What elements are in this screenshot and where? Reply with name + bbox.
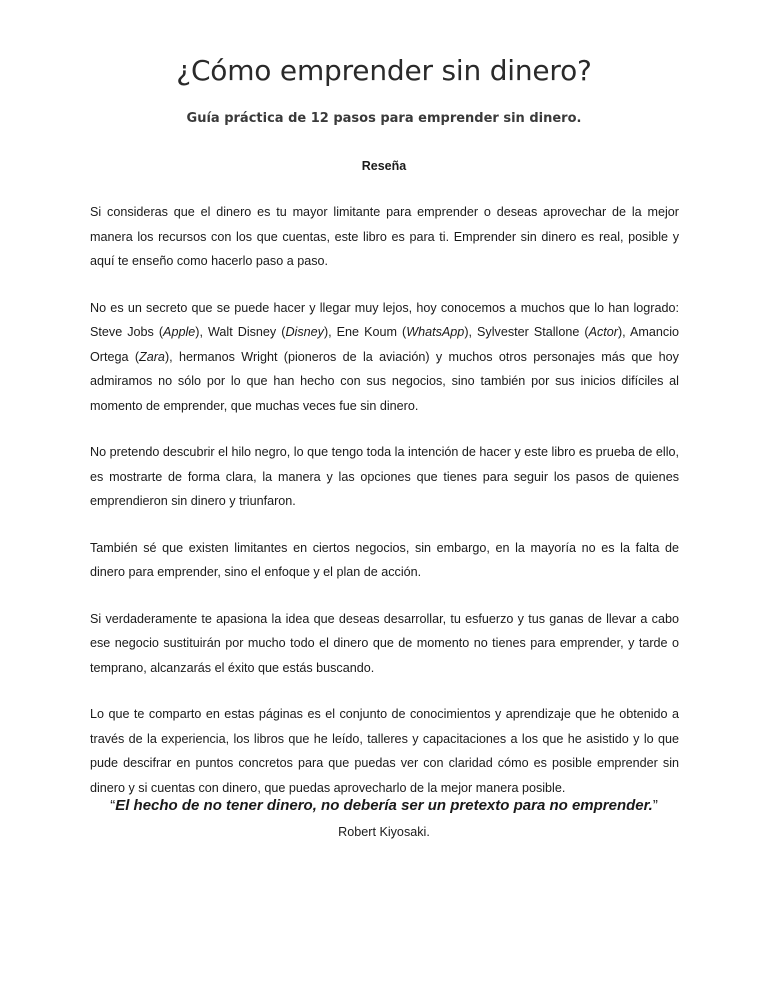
quote-close-mark: ”	[652, 797, 658, 814]
paragraph-5: Si verdaderamente te apasiona la idea que deseas desarrollar, tu esfuerzo y tus ganas de llevar a cabo ese negocio sustituirán por mucho todo el dinero que de momento no tienes para emprender, y tarde o temprano, alcanzarás el éxito que estás buscando.	[90, 611, 679, 675]
paragraph-1: Si consideras que el dinero es tu mayor limitante para emprender o deseas aprovechar de la mejor manera los recursos con los que cuentas, este libro es para ti. Emprender sin dinero es real, posible y aquí te enseño como hacerlo paso a paso.	[90, 205, 679, 268]
profession-actor: Actor	[588, 325, 618, 339]
paragraph-3: No pretendo descubrir el hilo negro, lo que tengo toda la intención de hacer y este libro es prueba de ello, es mostrarte de forma clara, la manera y las opciones que tienes para seguir los pasos de quienes emprendieron sin dinero y triunfaron.	[90, 445, 679, 508]
company-zara: Zara	[139, 349, 165, 364]
paragraph-6: Lo que te comparto en estas páginas es el conjunto de conocimientos y aprendizaje que he obtenido a través de la experiencia, los libros que he leído, talleres y capacitaciones a los que he asistido y lo que pude descifrar en puntos concretos para que puedas ver con claridad cómo es posible emprender sin dinero y si cuentas con dinero, que puedas aprovecharlo de la mejor manera posible.	[90, 707, 679, 795]
quote-open-mark: “	[110, 797, 116, 814]
paragraph-2-text: ), Walt Disney (	[195, 325, 286, 339]
paragraph-2-text: No es un secreto que se puede hacer y llegar muy lejos, hoy conocemos a muchos que lo han logrado: Steve Jobs (	[90, 300, 679, 339]
paragraph-2-text: ), Amancio Ortega (	[90, 325, 680, 364]
document-subtitle: Guía práctica de 12 pasos para emprender sin dinero.	[186, 111, 582, 126]
paragraph-2-text: ), hermanos Wright (pioneros de la aviación) y muchos otros personajes más que hoy admiramos no sólo por lo que han hecho con sus negocios, sino también por sus inicios difíciles al momento de emprender, que muchas veces fue sin dinero.	[90, 349, 679, 413]
company-apple: Apple	[163, 325, 196, 339]
paragraph-4: También sé que existen limitantes en ciertos negocios, sin embargo, en la mayoría no es la falta de dinero para emprender, sino el enfoque y el plan de acción.	[90, 540, 679, 579]
quote-author: Robert Kiyosaki.	[338, 825, 430, 839]
section-heading: Reseña	[361, 159, 407, 173]
paragraph-2-text: ), Sylvester Stallone (	[464, 325, 589, 339]
paragraph-2	[90, 296, 679, 419]
company-disney: Disney	[285, 325, 324, 339]
company-whatsapp: WhatsApp	[406, 325, 465, 339]
document-title: ¿Cómo emprender sin dinero?	[176, 54, 592, 87]
paragraph-2-text: ), Ene Koum (	[323, 325, 407, 339]
quote	[0, 797, 768, 814]
document-body	[90, 200, 679, 800]
quote-text: El hecho de no tener dinero, no debería ser un pretexto para no emprender.	[115, 797, 653, 814]
